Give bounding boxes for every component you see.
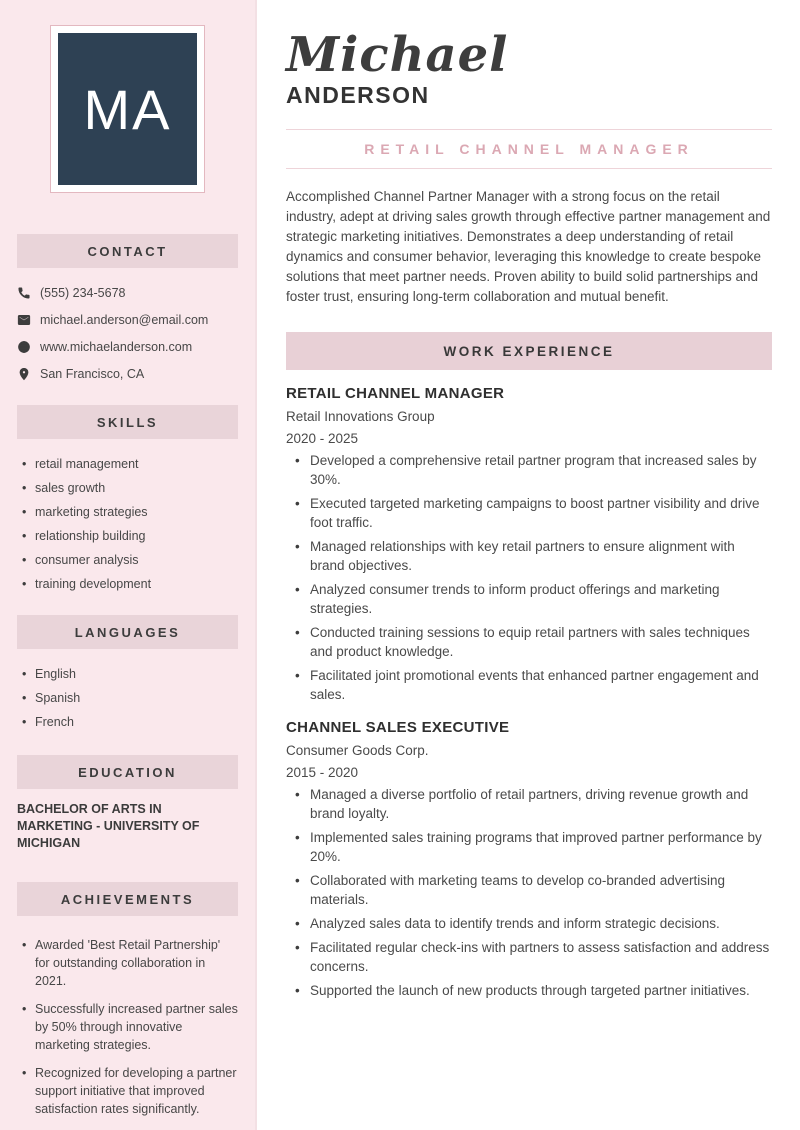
skill-item: • marketing strategies [22,504,238,521]
sidebar [0,0,257,1130]
phone-icon [17,286,31,300]
job-bullet: • Collaborated with marketing teams to develop co-branded advertising materials. [286,871,772,909]
skill-item: • relationship building [22,528,238,545]
location-value: San Francisco, CA [40,367,145,381]
education-degree: BACHELOR OF ARTS IN MARKETING - UNIVERSITY OF MICHIGAN [17,802,200,850]
section-header-skills: SKILLS [17,405,238,439]
contact-item-phone [17,286,238,300]
job-company: Retail Innovations Group [286,409,435,424]
last-name: ANDERSON [286,82,430,108]
skill-item: • retail management [22,456,238,473]
achievement-item: • Recognized for developing a partner support initiative that improved satisfaction rates significantly. [22,1064,238,1118]
achievement-item: • Successfully increased partner sales by 50% through innovative marketing strategies. [22,1000,238,1054]
job-entry-2 [286,719,772,1000]
language-item: • French [22,714,238,731]
monogram-frame [50,25,205,193]
job-bullet: • Supported the launch of new products through targeted partner initiatives. [286,981,772,1000]
contact-item-website [17,340,238,354]
language-item: • English [22,666,238,683]
section-header-achievements: ACHIEVEMENTS [17,882,238,916]
job-bullet-list [286,451,772,704]
website-value: www.michaelanderson.com [40,340,193,354]
job-bullet: • Managed relationships with key retail partners to ensure alignment with brand objectives. [286,537,772,575]
summary-paragraph: Accomplished Channel Partner Manager with a strong focus on the retail industry, adept at driving sales growth through effective partner management and strategic marketing initiatives. Demonstrates a deep understanding of retail dynamics and consumer behavior, leveraging this knowledge to create bespoke solutions that meet partner needs. Proven ability to build solid partnerships and foster trust, ensuring long-term collaboration and mutual benefit. [286,189,771,304]
languages-list [0,649,255,731]
skills-list [0,439,255,593]
contact-list [0,268,255,381]
contact-item-location [17,367,238,381]
phone-value: (555) 234-5678 [40,286,126,300]
skill-item: • sales growth [22,480,238,497]
divider-bottom [286,168,772,169]
email-icon [17,313,31,327]
skill-item: • training development [22,576,238,593]
page-title: RETAIL CHANNEL MANAGER [364,141,694,157]
job-bullet: • Analyzed consumer trends to inform product offerings and marketing strategies. [286,580,772,618]
achievement-item: • Awarded 'Best Retail Partnership' for outstanding collaboration in 2021. [22,936,238,990]
globe-icon [17,340,31,354]
job-bullet: • Executed targeted marketing campaigns to boost partner visibility and drive foot traffic. [286,494,772,532]
skill-item: • consumer analysis [22,552,238,569]
section-header-contact: CONTACT [17,234,238,268]
job-title: CHANNEL SALES EXECUTIVE [286,719,510,736]
job-bullet: • Developed a comprehensive retail partner program that increased sales by 30%. [286,451,772,489]
section-header-work-experience: WORK EXPERIENCE [286,332,772,370]
job-bullet: • Analyzed sales data to identify trends and inform strategic decisions. [286,914,772,933]
language-item: • Spanish [22,690,238,707]
job-bullet: • Facilitated regular check-ins with partners to assess satisfaction and address concerns. [286,938,772,976]
job-bullet: • Managed a diverse portfolio of retail partners, driving revenue growth and brand loyalty. [286,785,772,823]
main-content [257,0,800,1130]
job-bullet: • Conducted training sessions to equip retail partners with sales techniques and product knowledge. [286,623,772,661]
section-header-education: EDUCATION [17,755,238,789]
job-dates: 2020 - 2025 [286,431,359,446]
section-header-languages: LANGUAGES [17,615,238,649]
job-entry-1 [286,385,772,704]
first-name: Michael [286,27,509,83]
contact-item-email [17,313,238,327]
location-icon [17,367,31,381]
monogram: MA [58,33,197,185]
job-title: RETAIL CHANNEL MANAGER [286,385,505,402]
job-bullet-list [286,785,772,1000]
job-company: Consumer Goods Corp. [286,743,429,758]
job-bullet: • Implemented sales training programs that improved partner performance by 20%. [286,828,772,866]
email-value: michael.anderson@email.com [40,313,209,327]
job-dates: 2015 - 2020 [286,765,359,780]
job-bullet: • Facilitated joint promotional events that enhanced partner engagement and sales. [286,666,772,704]
achievements-list [0,916,255,1118]
